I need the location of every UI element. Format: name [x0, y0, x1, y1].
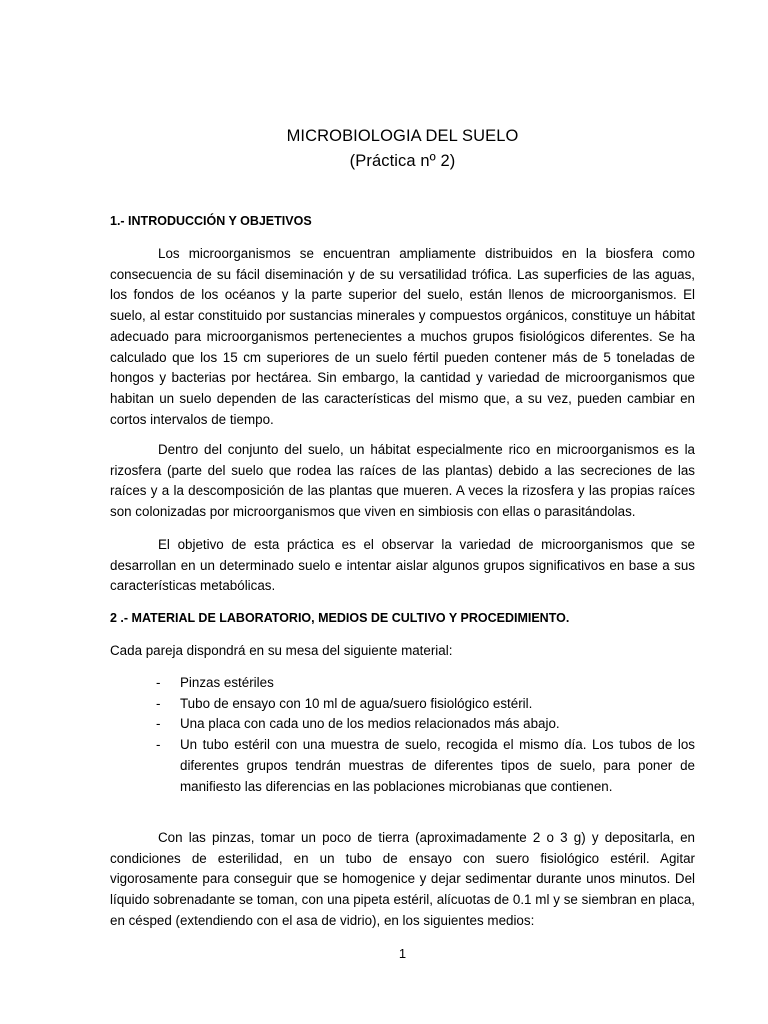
list-dash: - [156, 716, 161, 732]
materials-list [156, 673, 695, 797]
page-number: 1 [398, 946, 407, 961]
procedure-paragraph: Con las pinzas, tomar un poco de tierra (aproximadamente 2 o 3 g) y depositarla, en condiciones de esterilidad, en un tubo de ensayo con suero fisiológico estéril. Agitar vigorosamente para conseguir que se homogenice y dejar sedimentar durante unos minutos. Del líquido sobrenadante se toman, con una pipeta estéril, alícuotas de 0.1 ml y se siembran en placa, en césped (extendiendo con el asa de vidrio), en los siguientes medios: [110, 830, 695, 928]
list-dash: - [156, 695, 161, 711]
list-item-text: Un tubo estéril con una muestra de suelo, recogida el mismo día. Los tubos de los diferentes grupos tendrán muestras de diferentes tipos de suelo, para poner de manifiesto las diferencias en las poblaciones microbianas que contienen. [180, 737, 695, 794]
objective-paragraph: El objetivo de esta práctica es el observar la variedad de microorganismos que se desarrollan en un determinado suelo e intentar aislar algunos grupos significativos en base a sus características metabólicas. [110, 537, 695, 594]
section-2-heading: 2 .- MATERIAL DE LABORATORIO, MEDIOS DE CULTIVO Y PROCEDIMIENTO. [110, 611, 570, 625]
list-item-text: Pinzas estériles [180, 675, 274, 690]
intro-paragraph-1: Los microorganismos se encuentran ampliamente distribuidos en la biosfera como consecuencia de su fácil diseminación y de su versatilidad trófica. Las superficies de las aguas, los fondos de los océanos y la parte superior del suelo, están llenos de microorganismos. El suelo, al estar constituido por sustancias minerales y compuestos orgánicos, constituye un hábitat adecuado para microorganismos pertenecientes a muchos grupos fisiológicos diferentes. Se ha calculado que los 15 cm superiores de un suelo fértil pueden contener más de 5 toneladas de hongos y bacterias por hectárea. Sin embargo, la cantidad y variedad de microorganismos que habitan un suelo dependen de las características del mismo que, a su vez, pueden cambiar en cortos intervalos de tiempo. [110, 246, 695, 427]
document-title [110, 124, 695, 174]
list-dash: - [156, 737, 161, 753]
list-item-text: Tubo de ensayo con 10 ml de agua/suero fisiológico estéril. [180, 695, 533, 711]
list-item [156, 694, 695, 715]
list-dash: - [156, 675, 161, 690]
document-page [110, 0, 695, 1024]
list-item [156, 673, 695, 694]
intro-paragraph-2: Dentro del conjunto del suelo, un hábitat especialmente rico en microorganismos es la rizosfera (parte del suelo que rodea las raíces de las plantas) debido a las secreciones de las raíces y a la descomposición de las plantas que mueren. A veces la rizosfera y las propias raíces son colonizadas por microorganismos que viven en simbiosis con ellas o parasitándolas. [110, 442, 695, 520]
list-item-text: Una placa con cada uno de los medios relacionados más abajo. [180, 716, 560, 732]
list-item [156, 714, 695, 735]
materials-intro: Cada pareja dispondrá en su mesa del siguiente material: [110, 643, 453, 658]
title-line-2: (Práctica nº 2) [349, 152, 456, 170]
section-1-heading: 1.- INTRODUCCIÓN Y OBJETIVOS [110, 214, 312, 228]
list-item [156, 735, 695, 797]
title-line-1: MICROBIOLOGIA DEL SUELO [286, 127, 519, 145]
